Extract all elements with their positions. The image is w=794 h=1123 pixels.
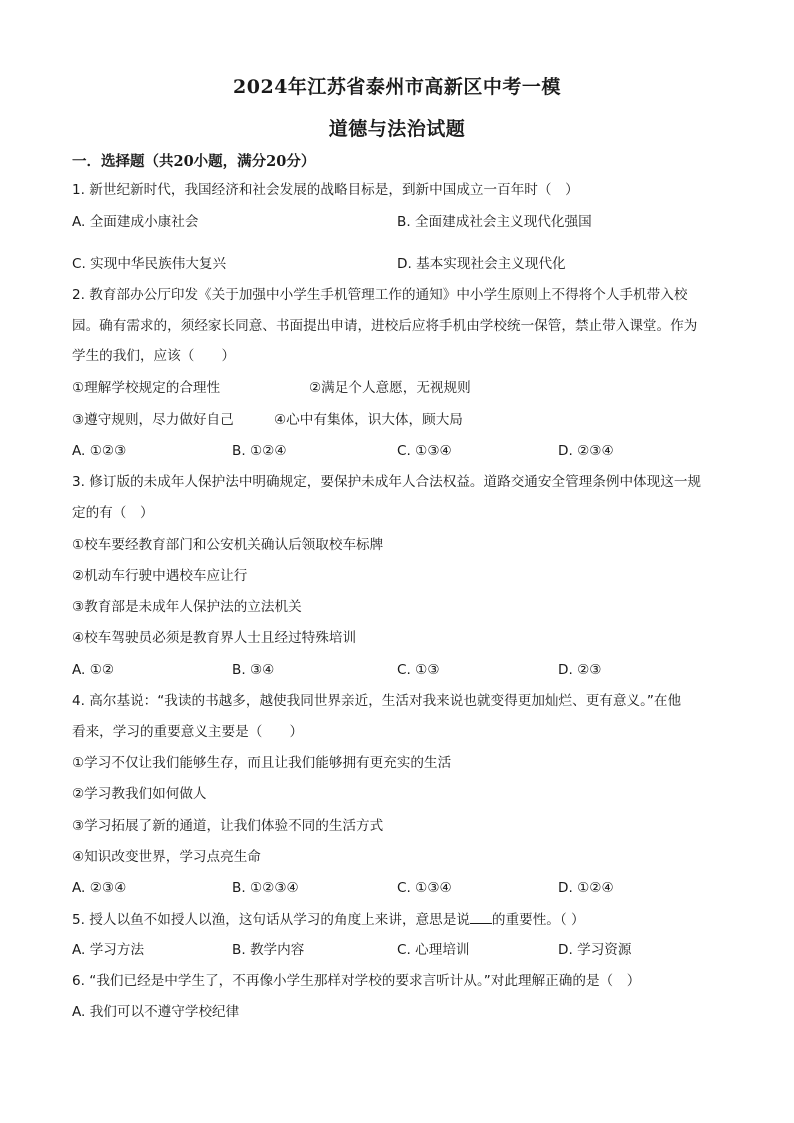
question-6-stem: 6. “我们已经是中学生了，不再像小学生那样对学校的要求言听计从。”对此理解正确的是（ ）	[72, 973, 641, 989]
q5-option-d: D. 学习资源	[558, 942, 632, 958]
q2-item-2: ②满足个人意愿，无视规则	[309, 380, 471, 396]
q1-option-b: B. 全面建成社会主义现代化强国	[397, 214, 592, 230]
q5-option-c: C. 心理培训	[397, 942, 470, 958]
question-3-stem-line-2: 定的有（ ）	[72, 505, 154, 521]
q3-option-c: C. ①③	[397, 662, 440, 678]
q4-item-1: ①学习不仅让我们能够生存，而且让我们能够拥有更充实的生活	[72, 755, 452, 771]
q3-option-d: D. ②③	[558, 662, 602, 678]
q2-item-3: ③遵守规则，尽力做好自己	[72, 412, 234, 428]
q1-option-a: A. 全面建成小康社会	[72, 214, 199, 230]
q1-option-d: D. 基本实现社会主义现代化	[397, 256, 566, 272]
q3-item-2: ②机动车行驶中遇校车应让行	[72, 568, 248, 584]
q3-item-4: ④校车驾驶员必须是教育界人士且经过特殊培训	[72, 630, 357, 646]
q4-item-2: ②学习教我们如何做人	[72, 786, 207, 802]
question-2-stem-line-1: 2. 教育部办公厅印发《关于加强中小学生手机管理工作的通知》中小学生原则上不得将个人手机带入校	[72, 287, 688, 303]
q5-stem-after: 的重要性。（ ）	[491, 912, 585, 928]
q3-item-3: ③教育部是未成年人保护法的立法机关	[72, 599, 302, 615]
question-5-stem	[72, 909, 585, 930]
q4-option-a: A. ②③④	[72, 880, 127, 896]
q4-item-4: ④知识改变世界，学习点亮生命	[72, 849, 261, 865]
q5-blank	[470, 909, 492, 924]
q5-stem-before: 5. 授人以鱼不如授人以渔，这句话从学习的角度上来讲，意思是说	[72, 912, 470, 928]
q2-item-1: ①理解学校规定的合理性	[72, 380, 221, 396]
q2-option-a: A. ①②③	[72, 443, 127, 459]
q2-option-d: D. ②③④	[558, 443, 614, 459]
q3-option-a: A. ①②	[72, 662, 115, 678]
q1-option-c: C. 实现中华民族伟大复兴	[72, 256, 227, 272]
q3-item-1: ①校车要经教育部门和公安机关确认后领取校车标牌	[72, 537, 384, 553]
q4-option-d: D. ①②④	[558, 880, 614, 896]
exam-title: 2024年江苏省泰州市高新区中考一模	[233, 76, 561, 98]
question-4-stem-line-1: 4. 高尔基说：“我读的书越多，越使我同世界亲近，生活对我来说也就变得更加灿烂、更有意义。”在他	[72, 693, 682, 709]
q4-option-c: C. ①③④	[397, 880, 452, 896]
exam-subtitle: 道德与法治试题	[328, 118, 466, 140]
question-1-stem: 1. 新世纪新时代，我国经济和社会发展的战略目标是，到新中国成立一百年时（ ）	[72, 182, 579, 198]
question-3-stem-line-1: 3. 修订版的未成年人保护法中明确规定，要保护未成年人合法权益。道路交通安全管理条例中体现这一规	[72, 474, 702, 490]
q2-option-b: B. ①②④	[232, 443, 287, 459]
q3-option-b: B. ③④	[232, 662, 275, 678]
q6-option-a: A. 我们可以不遵守学校纪律	[72, 1004, 240, 1020]
question-2-stem-line-2: 园。确有需求的，须经家长同意、书面提出申请，进校后应将手机由学校统一保管，禁止带入课堂。作为	[72, 318, 698, 334]
q4-option-b: B. ①②③④	[232, 880, 299, 896]
q5-option-a: A. 学习方法	[72, 942, 145, 958]
q2-option-c: C. ①③④	[397, 443, 452, 459]
question-2-stem-line-3: 学生的我们，应该（ ）	[72, 348, 236, 364]
q4-item-3: ③学习拓展了新的通道，让我们体验不同的生活方式	[72, 818, 384, 834]
question-4-stem-line-2: 看来，学习的重要意义主要是（ ）	[72, 724, 304, 740]
section-heading: 一．选择题（共20小题，满分20分）	[72, 153, 316, 170]
q5-option-b: B. 教学内容	[232, 942, 305, 958]
q2-item-4: ④心中有集体，识大体，顾大局	[274, 412, 463, 428]
